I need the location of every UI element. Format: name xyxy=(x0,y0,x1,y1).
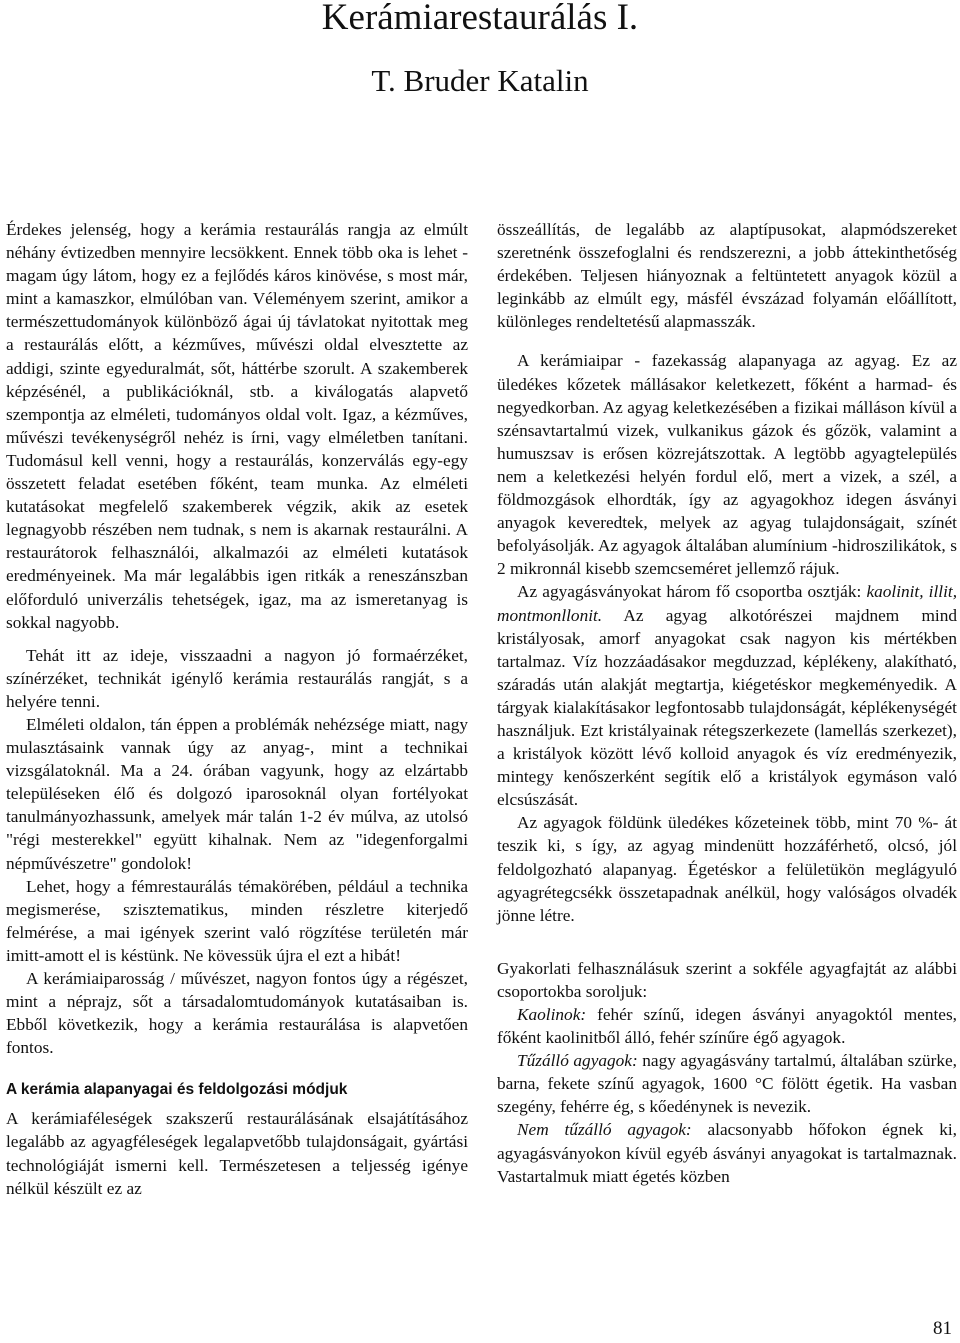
section-heading: A kerámia alapanyagai és feldolgozási módjuk xyxy=(6,1081,348,1099)
paragraph xyxy=(497,580,957,811)
definition-text: nagy agyagásvány tartalmú, általában szürke, barna, fekete színű agyagok, 1600 °C fölött égetik. Ha vasban szegény, fehérre ég, s kőedénynek is nevezik. xyxy=(497,1051,957,1117)
paragraph: Érdekes jelenség, hogy a kerámia restaurálás rangja az elmúlt néhány évtizedben mennyire lecsökkent. Ennek több oka is lehet - magam úgy látom, hogy ez a fejlődés káros kinövése, s most már, mint a kamaszkor, elmúlóban van. Véleményem szerint, amikor a természettudományok különböző ágai új távlatokat nyitottak meg a restaurálás előtt, a kézműves, művészi oldal elvesztette az addigi, szinte egyeduralmát, sőt, háttérbe szorult. A szakemberek képzésénél, a publikációknál, stb. a kiválogatás alapvető szempontja az elméleti, tudományos oldal volt. Igaz, a kézműves, művészi tevékenységről nehéz is írni, vagy elméletben tanítani. Tudomásul kell venni, hogy a restaurálás, konzerválás egy-egy összetett feladat esetében főként, team munka. Az elméleti kutatásokat megfelelő szakemberek végzik, akik az esetek legnagyobb részében nem tudnak, s nem is akarnak restaurálni. A restaurátorok felhasználói, alkalmazói az elméleti kutatások eredményeinek. Ma már legalábbis igen ritkák a reneszánszban előforduló univerzális tehetségek, igaz, ma az ismeretanyag is sokkal nagyobb. xyxy=(6,220,468,632)
article-author: T. Bruder Katalin xyxy=(371,63,589,98)
definition-text: fehér színű, idegen ásványi anyagoktól mentes, főként kaolinitből álló, fehér színűre égő agyagok. xyxy=(497,1005,957,1048)
definition-tuzallo xyxy=(497,1049,957,1118)
paragraph: összeállítás, de legalább az alaptípusokat, alapmódszereket szeretnénk összefoglalni és rendszerezni, a jobb áttekinthetőség érdekében. Teljesen hiányoznak a feltüntetett anyagok közül a leginkább az elmúlt egy, másfél évszázad folyamán előállított, különleges rendeltetésű alapmasszák. xyxy=(497,220,957,332)
right-column xyxy=(497,218,957,1188)
paragraph-rest: Az agyag alkotórészei majdnem mind kristályosak, amorf anyagokat csak nagyon kis mértékben tartalmaz. Víz hozzáadásakor megduzzad, képlékeny, alakítható, száradás után alakját megtartja, kiégetéskor megkeményedik. A tárgyak kialakításakor legfontosabb tulajdonságát, képlékenységét használjuk. Ezt kristályainak rétegszerkezete (lamellás szerkezet), a kristályok között lévő kolloid anyagok és víz eredményezik, mintegy kenőszerként segítik elő a kristályok egymáson való elcsúszását. xyxy=(497,605,957,810)
definition-text: alacsonyabb hőfokon égnek ki, agyagásványokon kívül egyéb ásványi anyagokat is tartalmaznak. Vastartalmuk miatt égetés közben xyxy=(497,1120,957,1186)
paragraph: A kerámiaipar - fazekasság alapanyaga az agyag. Ez az üledékes kőzetek mállásakor keletkezett, főként a harmad- és negyedkorban. Az agyag keletkezésében a fizikai málláson kívül a szénsavtartalmú vizek, vulkanikus gázok és gőzök, valamint a humuszsav is erősen közrejátszottak. A legtöbb agyagtelepülés nem a keletkezési helyén fordul elő, mert a vizek, a szél, a földmozgások elhordták, így az agyagokhoz idegen ásványi anyagok keveredtek, melyek az agyag tulajdonságait, színét befolyásolják. Az agyagok általában alumínium -hidroszilikátok, s 2 mikronnál kisebb szemcseméret jellemző rájuk. xyxy=(497,351,957,579)
paragraph: A kerámiaféleségek szakszerű restaurálásának elsajátításához legalább az agyagféleségek legalapvetőbb tulajdonságait, gyártási technológiáját ismerni kell. Természetesen a teljesség igénye nélkül készült ez az xyxy=(6,1109,468,1198)
term: Nem tűzálló agyagok: xyxy=(517,1120,692,1140)
paragraph: Gyakorlati felhasználásuk szerint a sokféle agyagfajtát az alábbi csoportokba soroljuk: xyxy=(497,958,957,1001)
article-title: Kerámiarestaurálás I. xyxy=(321,0,639,38)
term: Kaolinok: xyxy=(517,1005,587,1024)
paragraph: Tehát itt az ideje, visszaadni a nagyon jó formaérzéket, színérzéket, technikát igénylő kerámia restaurálás rangját, s a helyére tenni. xyxy=(6,645,468,711)
page-number: 81 xyxy=(933,1318,952,1339)
term: Tűzálló agyagok: xyxy=(517,1051,638,1071)
paragraph: Az agyagok földünk üledékes kőzeteinek több, mint 70 %- át teszik ki, s így, az agyag mindenütt hozzáférhető, olcsó, jól feldolgozható alapanyag. Égetéskor a felületükön meglágyuló agyagrétegcsékk összetapadnak anélkül, hogy valóságos olvadék jönne létre. xyxy=(497,813,957,925)
paragraph: Elméleti oldalon, tán éppen a problémák nehézsége miatt, nagy mulasztásaink vannak úgy az anyag-, mint a technikai vizsgálatoknál. Ma a 24. órában vagyunk, hogy az elzártabb településeken élő és dolgozó iparosoknál olyan fortélyokat tanulmányozhassunk, amelyek már talán 1-2 év múlva, az utolsó "régi mesterekkel" együtt kihalnak. Nem az "idegenforgalmi népművészetre" gondolok! xyxy=(6,714,468,873)
left-column xyxy=(6,218,468,1200)
mineral-groups: kaolinit, illit, montmonllonit. xyxy=(497,582,958,625)
paragraph: A kerámiaiparosság / művészet, nagyon fontos úgy a régészet, mint a néprajz, sőt a társadalomtudományok kutatásaiban is. Ebből következik, hogy a kerámia restaurálása is alapvetően fontos. xyxy=(6,969,468,1058)
paragraph-intro: Az agyagásványokat három fő csoportba osztják: xyxy=(517,582,862,602)
definition-kaolin xyxy=(497,1003,957,1049)
paragraph: Lehet, hogy a fémrestaurálás témakörében, például a technika megismerése, szisztematikus, minden részletre kiterjedő felmérése, a mai igények szerint való rögzítése területén már imitt-amott el is késtünk. Ne kövessük újra el ezt a hibát! xyxy=(6,876,468,965)
definition-nem-tuzallo xyxy=(497,1118,957,1187)
